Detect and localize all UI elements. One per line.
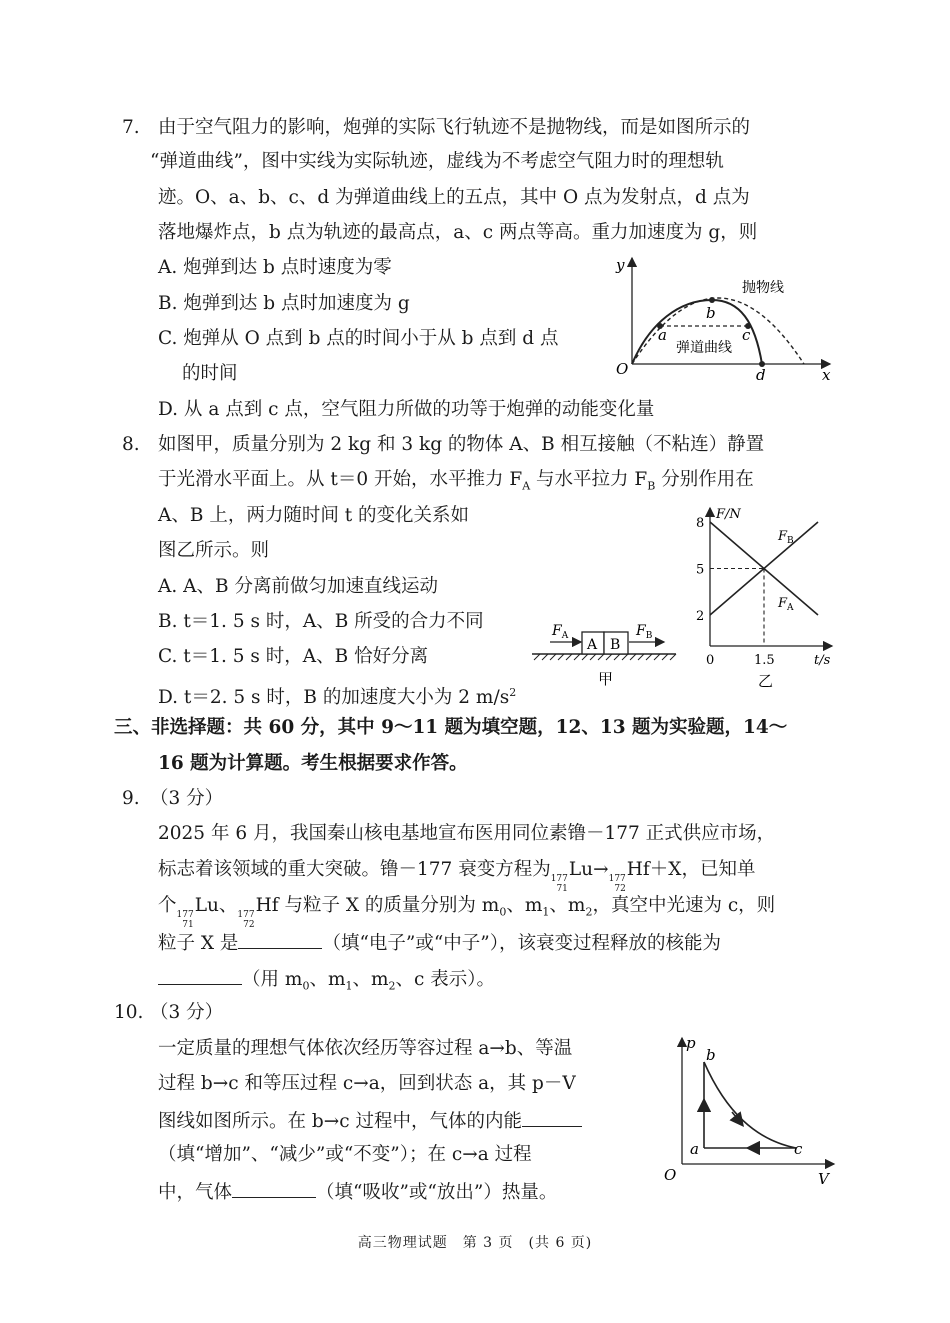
q10-blank-heat[interactable] xyxy=(232,1179,316,1198)
page-footer: 高三物理试题 第 3 页 (共 6 页) xyxy=(357,1235,593,1251)
pv-process-bc-isotherm xyxy=(704,1062,796,1148)
q7-option-b: B. 炮弹到达 b 点时加速度为 g xyxy=(158,293,410,314)
q9-blank-energy[interactable] xyxy=(158,966,242,985)
q9-score: （3 分） xyxy=(150,788,224,809)
q8-line-4: 图乙所示。则 xyxy=(158,540,270,561)
q7-label-d: d xyxy=(756,366,766,384)
pv-label-v: V xyxy=(818,1170,829,1188)
force-fb-label: $F_B$ xyxy=(636,623,653,641)
q9-line-3: 个 177 71 Lu、 177 72 Hf 与粒子 X 的质量分别为 $m_0$、$m_1$、$m_2$，真空中光速为 c，则 xyxy=(158,895,776,930)
series-fb-label: $F_B$ xyxy=(778,529,794,546)
q7-option-d: D. 从 a 点到 c 点，空气阻力所做的功等于炮弹的动能变化量 xyxy=(158,399,655,420)
q7-label-parabola: 抛物线 xyxy=(742,280,784,296)
q7-label-y: y xyxy=(616,256,625,274)
q7-option-c-cont: 的时间 xyxy=(182,363,238,384)
q10-line-4: （填“增加”、“减少”或“不变”）；在 c→a 过程 xyxy=(158,1144,532,1165)
chart-tick-y-2: 2 xyxy=(696,609,705,624)
q9-blank-particle[interactable] xyxy=(238,930,322,949)
section3-heading-cont: 16 题为计算题。考生根据要求作答。 xyxy=(158,753,468,774)
series-fa-label: $F_A$ xyxy=(778,596,794,613)
q7-option-c: C. 炮弹从 O 点到 b 点的时间小于从 b 点到 d 点 xyxy=(158,328,559,349)
chart-tick-y-8: 8 xyxy=(696,516,705,531)
q8-option-b: B. t＝1. 5 s 时，A、B 所受的合力不同 xyxy=(158,611,484,632)
q7-line-3: 迹。O、a、b、c、d 为弹道曲线上的五点，其中 O 点为发射点，d 点为 xyxy=(158,187,750,208)
q10-line-3: 图线如图所示。在 b→c 过程中，气体的内能 xyxy=(158,1108,582,1134)
q7-label-c: c xyxy=(742,326,751,344)
q8-option-c: C. t＝1. 5 s 时，A、B 恰好分离 xyxy=(158,646,429,667)
chart-y-label: F/N xyxy=(716,507,741,522)
chart-tick-x-1.5: 1.5 xyxy=(754,653,775,668)
q7-label-x: x xyxy=(822,366,831,384)
q9-line-1: 2025 年 6 月，我国秦山核电基地宣布医用同位素镥－177 正式供应市场， xyxy=(158,823,776,844)
block-a-label: A xyxy=(587,637,598,653)
chart-x-label: t/s xyxy=(814,653,831,668)
q7-point-b xyxy=(709,297,715,303)
chart-tick-y-5: 5 xyxy=(696,562,705,578)
q7-label-ballistic: 弹道曲线 xyxy=(676,340,732,356)
q10-score: （3 分） xyxy=(150,1002,224,1023)
q7-line-1: 由于空气阻力的影响，炮弹的实际飞行轨迹不是抛物线，而是如图所示的 xyxy=(158,117,751,138)
q8-line-2: 于光滑水平面上。从 t＝0 开始，水平推力 $F_A$ 与水平拉力 $F_B$ 分别作用在 xyxy=(158,469,754,493)
q7-line-4: 落地爆炸点，b 点为轨迹的最高点，a、c 两点等高。重力加速度为 g，则 xyxy=(158,222,758,243)
chart-tick-x-0: 0 xyxy=(706,653,715,668)
q9-number: 9. xyxy=(122,788,140,809)
q10-line-1: 一定质量的理想气体依次经历等容过程 a→b、等温 xyxy=(158,1038,573,1059)
q8-figure-yi-chart xyxy=(690,500,840,692)
q8-number: 8. xyxy=(122,434,140,455)
q8-option-a: A. A、B 分离前做匀加速直线运动 xyxy=(158,576,438,597)
q8-ground-hatch xyxy=(534,654,676,660)
lu-isotope: 177 71 xyxy=(550,874,568,894)
q10-line-5: 中，气体 （填“吸收”或“放出”）热量。 xyxy=(158,1179,557,1205)
q10-line-2: 过程 b→c 和等压过程 c→a，回到状态 a，其 p－V xyxy=(158,1073,576,1094)
q9-line-2: 标志着该领域的重大突破。镥－177 衰变方程为 177 71 Lu→ 177 72 Hf＋X，已知单 xyxy=(158,859,756,894)
q7-label-a: a xyxy=(658,326,667,344)
force-fa-label: $F_A$ xyxy=(552,623,569,641)
pv-label-a: a xyxy=(690,1140,699,1158)
q7-label-o: O xyxy=(616,360,629,378)
q7-option-a: A. 炮弹到达 b 点时速度为零 xyxy=(158,257,392,278)
figure-yi-caption: 乙 xyxy=(758,672,774,690)
q7-label-b: b xyxy=(706,304,716,322)
q7-trajectory-figure xyxy=(610,252,840,384)
q7-number: 7. xyxy=(122,117,140,138)
pv-label-p: p xyxy=(686,1034,696,1052)
q8-line-2-start: 于光滑水平面上。从 t＝0 开始，水平推力 F xyxy=(158,469,523,490)
q9-line-5: （用 $m_0$、$m_1$、$m_2$、c 表示）。 xyxy=(158,966,495,999)
q10-number: 10. xyxy=(114,1002,144,1023)
q8-line-1: 如图甲，质量分别为 2 kg 和 3 kg 的物体 A、B 相互接触（不粘连）静置 xyxy=(158,434,765,455)
pv-label-o: O xyxy=(664,1166,677,1184)
q10-blank-internal-energy[interactable] xyxy=(522,1108,582,1127)
hf-isotope: 177 72 xyxy=(608,874,626,894)
section3-heading: 三、非选择题：共 60 分，其中 9～11 题为填空题，12、13 题为实验题，14～ xyxy=(114,717,788,738)
q10-pv-figure xyxy=(656,1032,840,1192)
q8-line-3: A、B 上，两力随时间 t 的变化关系如 xyxy=(158,505,470,526)
pv-label-b: b xyxy=(706,1046,716,1064)
pv-label-c: c xyxy=(794,1140,803,1158)
figure-jia-caption: 甲 xyxy=(598,670,614,688)
q8-option-d: D. t＝2. 5 s 时，B 的加速度大小为 2 $m/s^2$ xyxy=(158,686,517,709)
q8-figure-jia xyxy=(530,618,680,692)
block-b-label: B xyxy=(610,637,621,653)
q7-line-2: “弹道曲线”，图中实线为实际轨迹，虚线为不考虑空气阻力时的理想轨 xyxy=(150,151,724,172)
q9-line-4: 粒子 X 是 （填“电子”或“中子”），该衰变过程释放的核能为 xyxy=(158,930,721,956)
